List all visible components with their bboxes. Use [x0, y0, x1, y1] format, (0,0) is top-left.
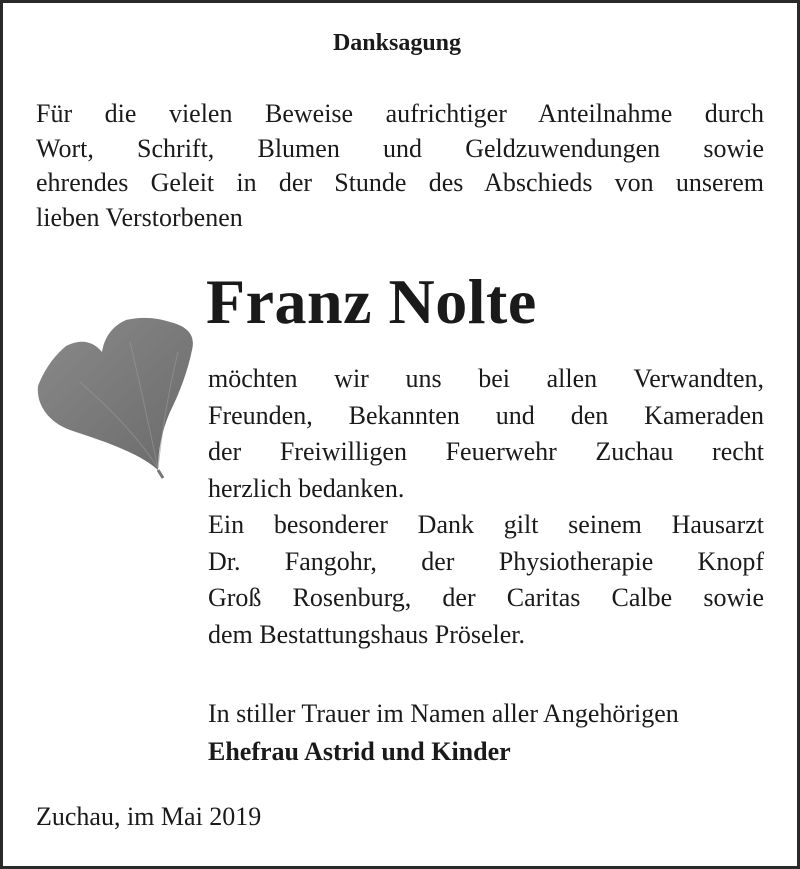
- ginkgo-leaf-icon: [30, 312, 200, 482]
- intro-line: Wort, Schrift, Blumen und Geldzuwendungen sowie: [36, 133, 764, 163]
- body-line: dem Bestattungshaus Pröseler.: [208, 619, 526, 649]
- deceased-name: Franz Nolte: [206, 266, 537, 337]
- body-line: Dr. Fangohr, der Physiotherapie Knopf: [208, 546, 764, 576]
- body-line: der Freiwilligen Feuerwehr Zuchau recht: [208, 437, 764, 466]
- body-line: herzlich bedanken.: [208, 473, 405, 503]
- notice-heading: Danksagung: [332, 30, 462, 56]
- signature: Ehefrau Astrid und Kinder: [208, 737, 511, 766]
- body-line: Groß Rosenburg, der Caritas Calbe sowie: [208, 583, 764, 612]
- closing-block: [208, 695, 778, 771]
- intro-text: [36, 97, 764, 235]
- body-line: Ein besonderer Dank gilt seinem Hausarzt: [208, 510, 764, 539]
- intro-line: ehrendes Geleit in der Stunde des Abschieds von unserem: [36, 168, 764, 197]
- body-line: Freunden, Bekannten und den Kameraden: [208, 400, 764, 430]
- place-date: Zuchau, im Mai 2019: [36, 802, 262, 831]
- closing-line: In stiller Trauer im Namen aller Angehörigen: [208, 699, 679, 728]
- body-text: [208, 361, 764, 653]
- intro-line: lieben Verstorbenen: [36, 202, 243, 232]
- body-line: möchten wir uns bei allen Verwandten,: [208, 364, 764, 393]
- intro-line: Für die vielen Beweise aufrichtiger Anteilnahme durch: [36, 99, 764, 128]
